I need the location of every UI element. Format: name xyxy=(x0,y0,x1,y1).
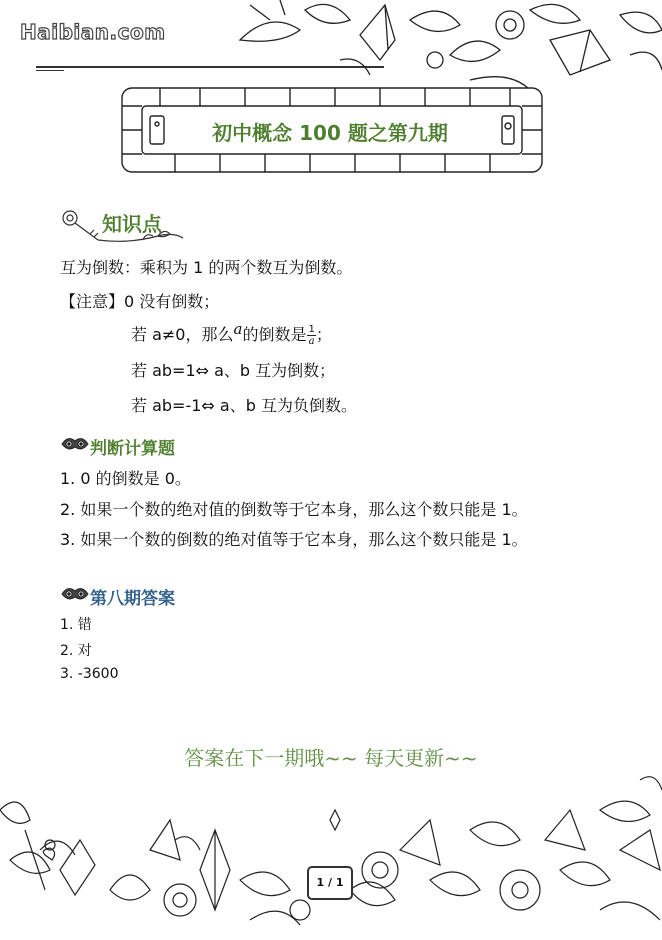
page-title: 初中概念 100 题之第九期 xyxy=(212,121,448,145)
judge-heading: 判断计算题 xyxy=(90,439,175,459)
answers-heading: 第八期答案 xyxy=(90,589,175,609)
note-text: 0 没有倒数； xyxy=(124,292,220,311)
fraction-numerator: 1 xyxy=(308,324,315,335)
case1-mid: 的倒数是 xyxy=(242,325,307,344)
note-label: 【注意】 xyxy=(60,292,125,311)
answer-item-3: 3. -3600 xyxy=(60,666,119,682)
case1-end: ； xyxy=(315,325,332,344)
judge-item-3: 3. 如果一个数的倒数的绝对值等于它本身，那么这个数只能是 1。 xyxy=(60,530,528,549)
case1-prefix: 若 a≠0，那么 xyxy=(131,325,234,344)
judge-item-1: 1. 0 的倒数是 0。 xyxy=(60,469,191,488)
fraction-denominator: a xyxy=(308,336,315,347)
header-rule-short xyxy=(36,70,64,71)
site-logo: Haibian.com xyxy=(20,20,166,44)
case1-variable: a xyxy=(233,320,243,338)
owl-icon xyxy=(60,435,90,453)
answer-item-1: 1. 错 xyxy=(60,617,92,633)
footer-note: 答案在下一期哦~~ 每天更新~~ xyxy=(184,746,478,770)
knowledge-definition: 互为倒数：乘积为 1 的两个数互为倒数。 xyxy=(60,258,353,277)
bottom-foliage-decoration xyxy=(0,770,662,940)
owl-icon xyxy=(60,585,90,603)
knowledge-note xyxy=(60,289,219,312)
reciprocal-fraction xyxy=(307,324,315,347)
judge-item-2: 2. 如果一个数的绝对值的倒数等于它本身，那么这个数只能是 1。 xyxy=(60,500,528,519)
knowledge-heading: 知识点 xyxy=(102,212,162,236)
knowledge-case-3: 若 ab=-1⇔ a、b 互为负倒数。 xyxy=(131,396,357,415)
knowledge-case-1 xyxy=(131,322,332,347)
page-number-badge: 1 / 1 xyxy=(307,866,353,900)
top-foliage-decoration xyxy=(210,0,662,95)
answer-item-2: 2. 对 xyxy=(60,643,92,659)
knowledge-case-2: 若 ab=1⇔ a、b 互为倒数； xyxy=(131,361,336,380)
